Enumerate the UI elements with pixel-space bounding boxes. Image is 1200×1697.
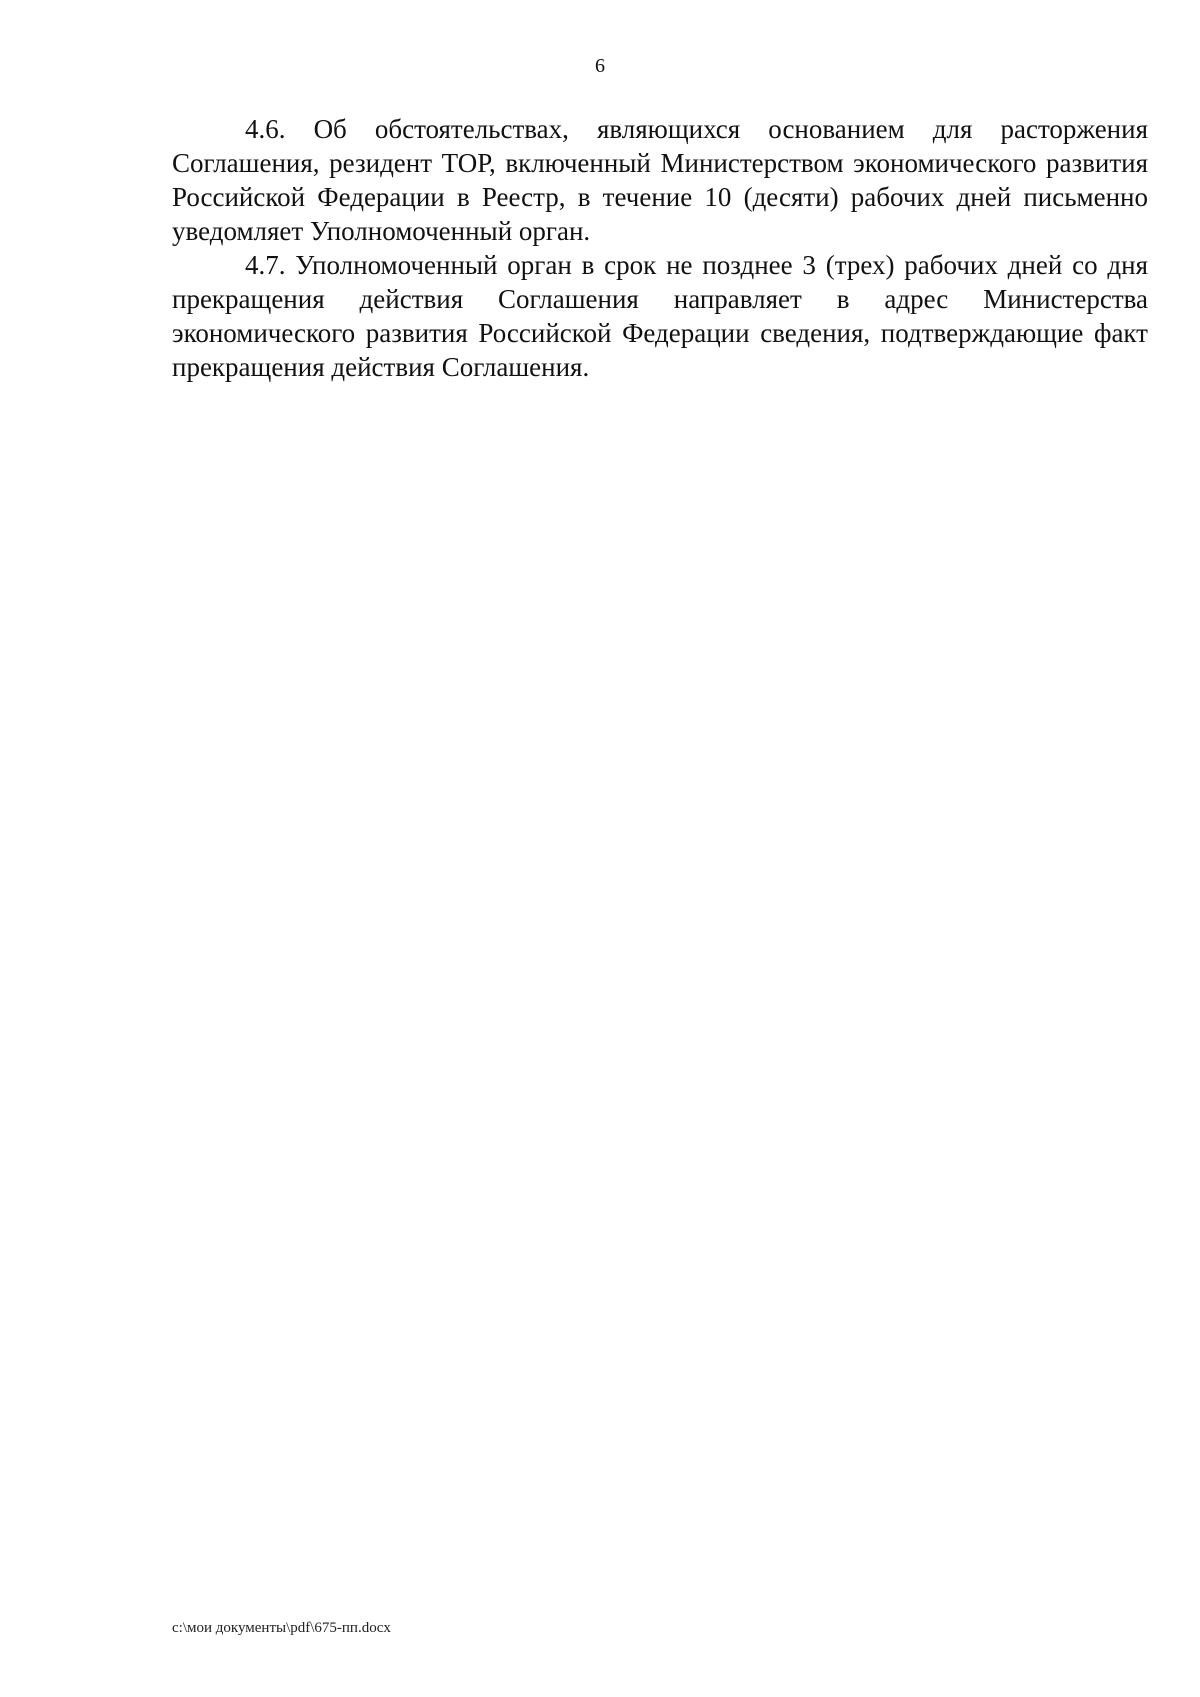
document-body: [172, 112, 1148, 384]
page-number: 6: [595, 55, 605, 77]
paragraph-4-7: 4.7. Уполномоченный орган в срок не позднее 3 (трех) рабочих дней со дня прекращения действия Соглашения направляет в адрес Министерства экономического развития Российской Федерации сведения, подтверждающие факт прекращения действия Соглашения.: [172, 250, 1148, 382]
file-path-footer: c:\мои документы\pdf\675-пп.docx: [172, 1620, 391, 1636]
paragraph-4-6: 4.6. Об обстоятельствах, являющихся основанием для расторжения Соглашения, резидент ТОР, включенный Министерством экономического развития Российской Федерации в Реестр, в течение 10 (десяти) рабочих дней письменно уведомляет Уполномоченный орган.: [172, 114, 1148, 246]
